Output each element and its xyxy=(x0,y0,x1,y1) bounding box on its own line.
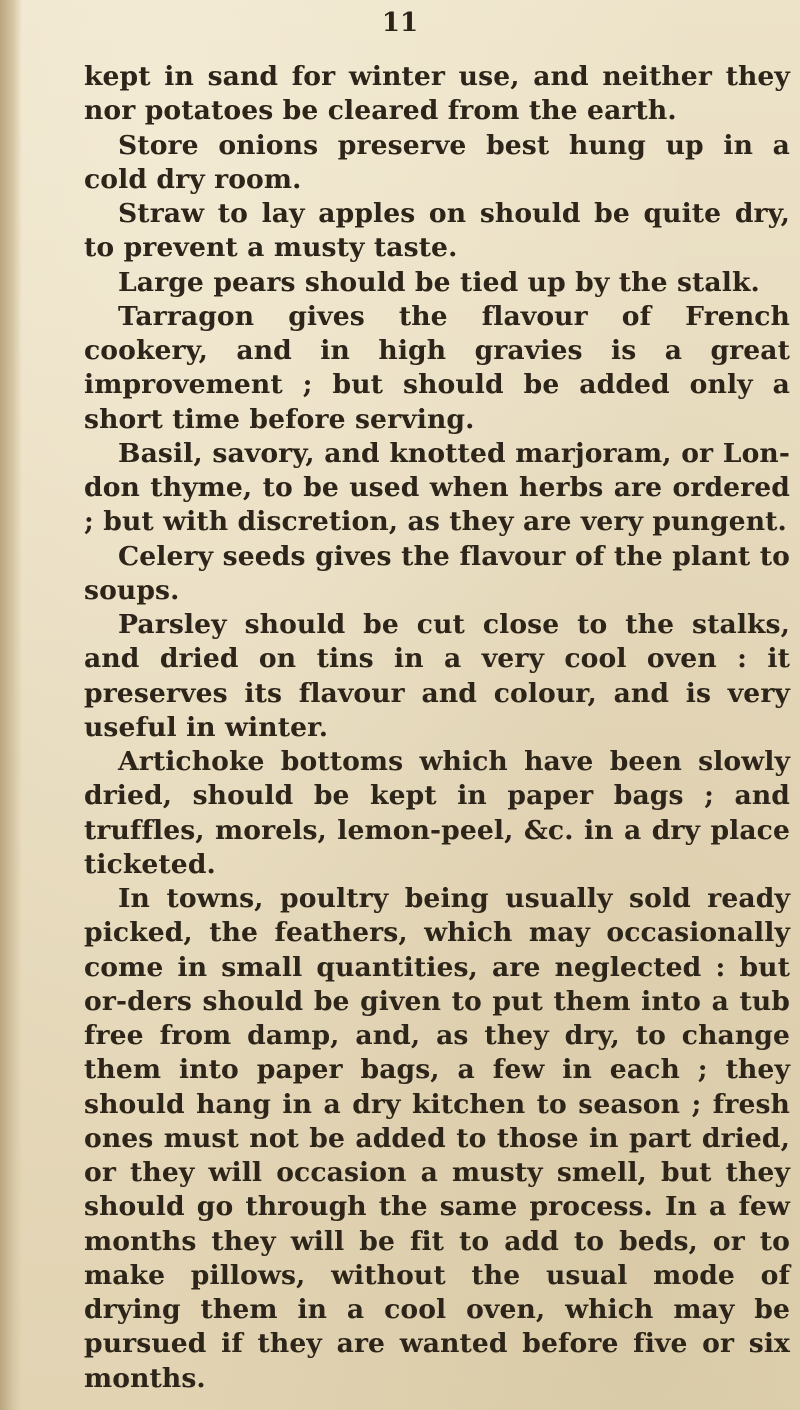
page-gutter-shadow xyxy=(0,0,22,1410)
paragraph: kept in sand for winter use, and neither they nor potatoes be cleared from the earth. xyxy=(84,61,790,127)
paragraph: Large pears should be tied up by the stalk. xyxy=(118,266,760,298)
paragraph: Parsley should be cut close to the stalks, and dried on tins in a very cool oven : it preserves its flavour and colour, and is very useful in winter. xyxy=(84,609,790,743)
paragraph: Tarragon gives the flavour of French cookery, and in high gravies is a great improvement ; but should be added only a short time before serving. xyxy=(84,300,790,435)
paragraph: Celery seeds gives the flavour of the plant to soups. xyxy=(84,540,790,606)
paragraph: In towns, poultry being usually sold ready picked, the feathers, which may occasionally come in small quantities, are neglected : but or-ders should be given to put them into a tub free from damp, and, as they dry, to change them into paper bags, a few in each ; they should hang in a dry kitchen to season ; fresh ones must not be added to those in part dried, or they will occasion a musty smell, but they should go through the same process. In a few months they will be fit to add to beds, or to make pillows, without the usual mode of drying them in a cool oven, which may be pursued if they are wanted before five or six months. xyxy=(84,883,790,1394)
page-number: 11 xyxy=(381,8,419,38)
paragraph: Basil, savory, and knotted marjoram, or Lon-don thyme, to be used when herbs are ordered ; but with discretion, as they are very pungent. xyxy=(84,437,790,538)
paragraph: Straw to lay apples on should be quite dry, to prevent a musty taste. xyxy=(84,198,790,264)
paragraph: Store onions preserve best hung up in a cold dry room. xyxy=(84,129,790,195)
page-body xyxy=(84,60,790,1396)
paragraph: Artichoke bottoms which have been slowly dried, should be kept in paper bags ; and truffles, morels, lemon-peel, &c. in a dry place ticketed. xyxy=(84,746,790,880)
